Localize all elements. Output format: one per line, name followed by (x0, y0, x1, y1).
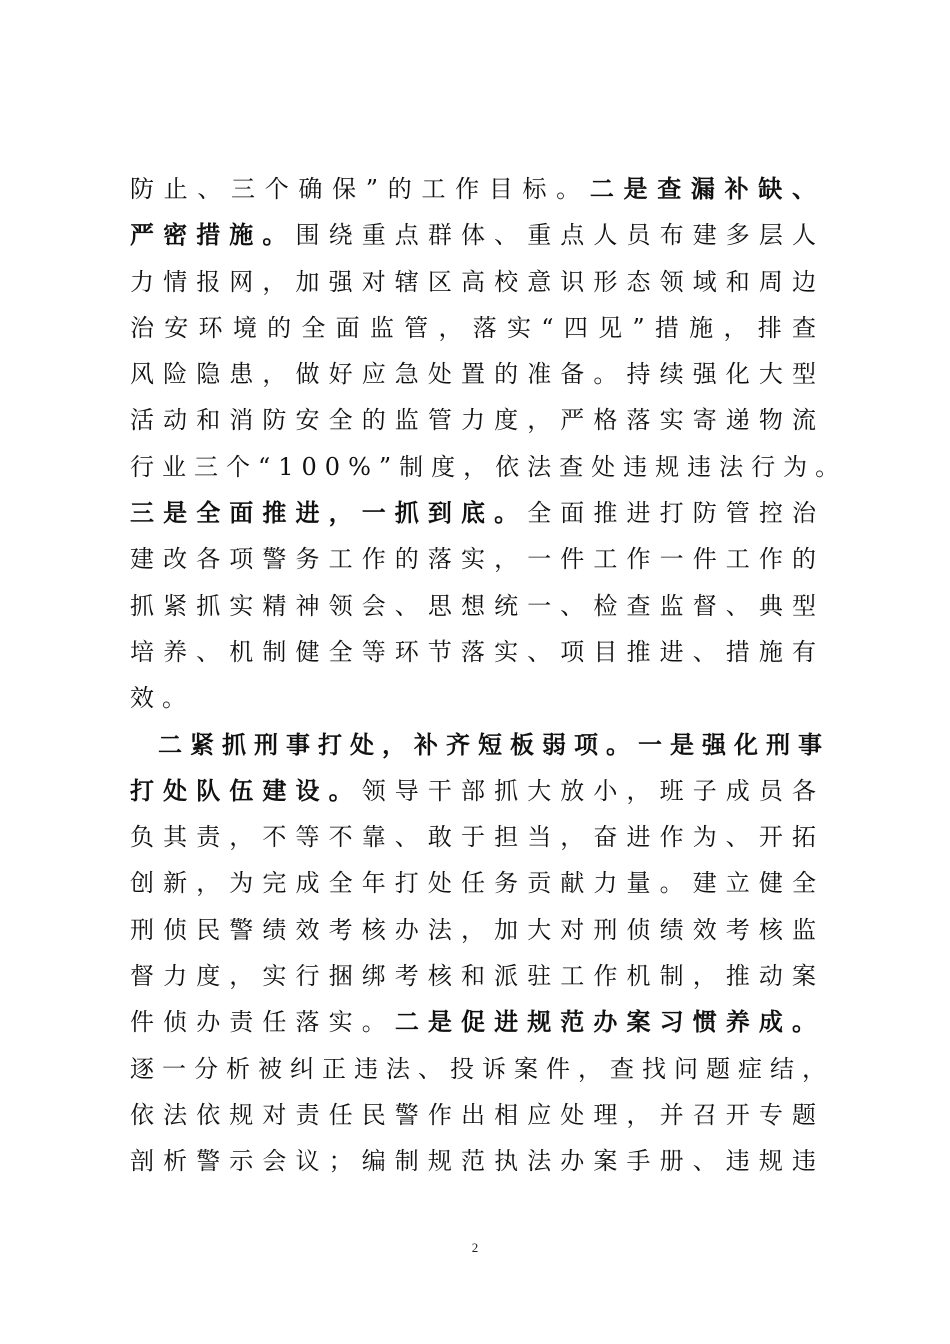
text-run: 负其责，不等不靠、敢于担当，奋进作为、开拓 (130, 823, 824, 852)
text-line (130, 953, 824, 999)
text-line (130, 444, 848, 490)
text-run: 治安环境的全面监管，落实“四见”措施，排查 (130, 313, 824, 342)
text-run: 行业三个“100%”制度，依法查处违规违法行为。 (130, 452, 848, 481)
text-run: 件侦办责任落实。 (130, 1008, 395, 1037)
text-run: 力情报网，加强对辖区高校意识形态领域和周边 (130, 267, 824, 296)
text-line (130, 768, 824, 814)
text-line (130, 351, 824, 397)
text-run: 领导干部抓大放小，班子成员各 (361, 776, 825, 805)
bold-text-run: 一是强化刑事 (638, 730, 830, 759)
page-number: 2 (471, 1240, 479, 1255)
text-line (130, 860, 824, 906)
text-run: 防止、三个确保”的工作目标。 (130, 175, 590, 203)
bold-text-run: 三是全面推进，一抓到底。 (130, 499, 528, 528)
text-run: 培养、机制健全等环节落实、项目推进、措施有 (130, 637, 824, 666)
bold-text-run: 二是查漏补缺、 (589, 175, 824, 203)
text-line (130, 490, 824, 536)
text-run: 风险隐患，做好应急处置的准备。持续强化大型 (130, 360, 824, 389)
text-line (130, 907, 824, 953)
text-run: 效。 (130, 684, 194, 713)
text-run: 剖析警示会议；编制规范执法办案手册、违规违 (130, 1147, 824, 1176)
text-line (130, 675, 824, 721)
bold-text-run: 二是促进规范办案习惯养成。 (394, 1008, 825, 1037)
text-run: 刑侦民警绩效考核办法，加大对刑侦绩效考核监 (130, 915, 824, 944)
body-text (130, 166, 848, 1185)
text-line (130, 536, 824, 582)
text-line (130, 166, 824, 212)
text-line (130, 397, 824, 443)
bold-text-run: 二紧抓刑事打处，补齐短板弱项。 (158, 730, 638, 759)
text-run: 建改各项警务工作的落实，一件工作一件工作的 (130, 545, 824, 574)
text-run: 依法依规对责任民警作出相应处理，并召开专题 (130, 1100, 824, 1129)
bold-text-run: 打处队伍建设。 (130, 776, 362, 805)
text-run: 督力度，实行捆绑考核和派驻工作机制，推动案 (130, 962, 824, 991)
text-line (130, 722, 830, 768)
text-run: 全面推进打防管控治 (527, 499, 825, 528)
text-run: 创新，为完成全年打处任务贡献力量。建立健全 (130, 869, 824, 898)
text-line (130, 259, 824, 305)
text-line (130, 212, 824, 258)
text-run: 围绕重点群体、重点人员布建多层人 (295, 221, 824, 250)
text-line (130, 305, 824, 351)
text-run: 活动和消防安全的监管力度，严格落实寄递物流 (130, 406, 824, 435)
bold-text-run: 严密措施。 (130, 221, 296, 250)
text-run: 抓紧抓实精神领会、思想统一、检查监督、典型 (130, 591, 824, 620)
text-line (130, 999, 824, 1045)
text-line (130, 1138, 824, 1184)
text-line (130, 1046, 834, 1092)
text-line (130, 1092, 824, 1138)
text-line (130, 629, 824, 675)
text-run: 逐一分析被纠正违法、投诉案件，查找问题症结， (130, 1054, 834, 1083)
text-line (130, 814, 824, 860)
text-line (130, 583, 824, 629)
